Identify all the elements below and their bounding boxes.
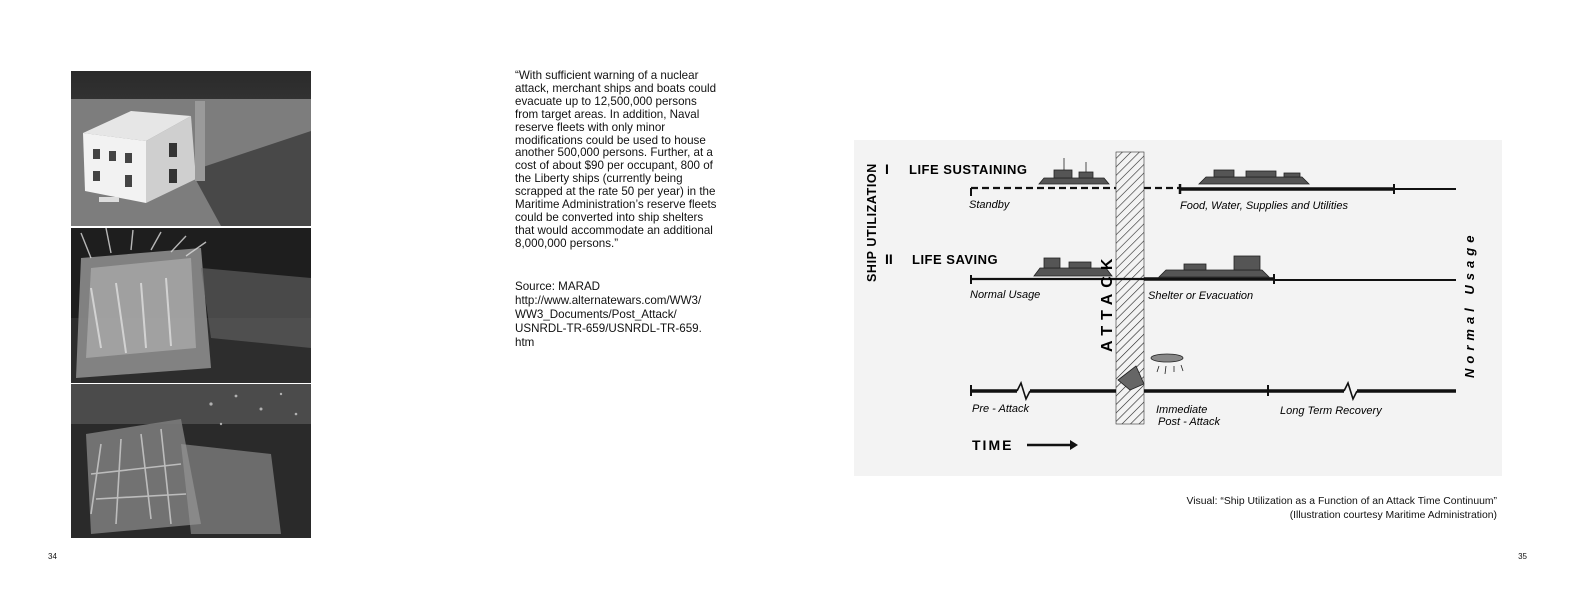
house-intact-photo bbox=[71, 71, 311, 226]
row1-left-label: Standby bbox=[969, 199, 1010, 211]
vertical-axis-label: SHIP UTILIZATION bbox=[865, 163, 879, 282]
row1-timeline bbox=[971, 184, 1456, 196]
source-url-line-2: WW3_Documents/Post_Attack/ bbox=[515, 308, 677, 321]
caption-line-2: (Illustration courtesy Maritime Administration) bbox=[1289, 509, 1497, 521]
row2-title: LIFE SAVING bbox=[912, 252, 999, 267]
row1-right-label: Food, Water, Supplies and Utilities bbox=[1180, 200, 1348, 212]
row1-numeral: I bbox=[885, 161, 889, 177]
time-continuum-line bbox=[971, 383, 1456, 399]
row3-left-label: Pre - Attack bbox=[972, 403, 1030, 415]
ship-utilization-diagram bbox=[854, 140, 1502, 476]
row2-left-label: Normal Usage bbox=[970, 289, 1041, 301]
house-destroyed-photo bbox=[71, 384, 311, 538]
row2-ship-sketches bbox=[1034, 256, 1269, 277]
source-url-line-4: htm bbox=[515, 336, 535, 349]
row3-right-label: Long Term Recovery bbox=[1280, 405, 1382, 417]
normal-usage-label: Normal Usage bbox=[1462, 230, 1477, 378]
page-number-left: 34 bbox=[48, 552, 57, 561]
quote-text bbox=[515, 70, 720, 251]
time-label: TIME bbox=[972, 437, 1014, 453]
row3-mid-label-2: Post - Attack bbox=[1158, 416, 1220, 428]
attack-label: ATTACK bbox=[1099, 252, 1116, 352]
figure-caption bbox=[1186, 495, 1497, 522]
quote-paragraph: “With sufficient warning of a nuclear attack, merchant ships and boats could evacuate up to 12,500,000 persons from target areas. In addition, Naval reserve fleets with only minor modifications could be used to house another 500,000 persons. Further, at a cost of about $90 per occupant, 800 of the Liberty ships (currently being scrapped at the rate 50 per year) in the Maritime Administration’s reserve fleets could be converted into ship shelters that would accommodate an additional 8,000,000 persons.” bbox=[515, 69, 717, 250]
row2-numeral: II bbox=[885, 251, 893, 267]
house-blast-photo bbox=[71, 228, 311, 383]
row3-mid-label-1: Immediate bbox=[1156, 404, 1208, 416]
source-url-line-3: USNRDL-TR-659/USNRDL-TR-659. bbox=[515, 322, 702, 335]
time-arrow-icon bbox=[1027, 440, 1078, 450]
row1-title: LIFE SUSTAINING bbox=[909, 162, 1028, 177]
source-block bbox=[515, 280, 720, 350]
page-number-right: 35 bbox=[1518, 552, 1527, 561]
caption-line-1: Visual: “Ship Utilization as a Function of an Attack Time Continuum” bbox=[1186, 496, 1497, 507]
source-label: Source: MARAD bbox=[515, 280, 601, 293]
source-url-line-1: http://www.alternatewars.com/WW3/ bbox=[515, 294, 702, 307]
row2-right-label: Shelter or Evacuation bbox=[1148, 290, 1254, 302]
row1-ship-sketches bbox=[1039, 158, 1309, 184]
